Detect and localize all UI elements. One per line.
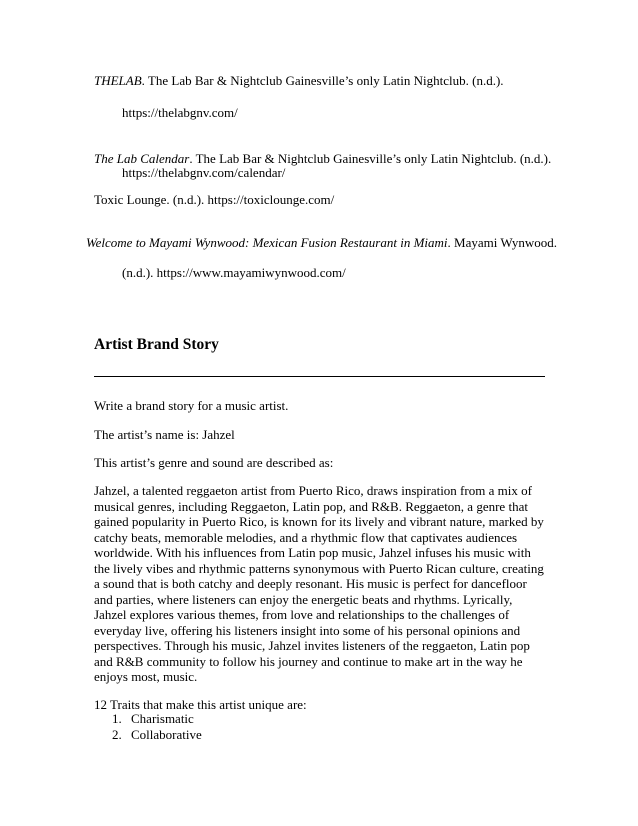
reference-4 [86,235,557,251]
artist-description: Jahzel, a talented reggaeton artist from Puerto Rico, draws inspiration from a mix of musical genres, including Reggaeton, Latin pop, and R&B. Reggaeton, a genre that gained popularity in Puerto Rico, is known for its lively and vibrant nature, marked by catchy beats, memorable melodies, and a rhythmic flow that captivates audiences worldwide. With his influences from Latin pop music, Jahzel infuses his music with the lively vibes and rhythmic patterns synonymous with Puerto Rican culture, creating a sound that is both catchy and deeply resonant. His music is perfect for dancefloor and parties, where listeners can enjoy the energetic beats and rhythms. Lyrically, Jahzel explores various themes, from love and relationships to the challenges of everyday live, offering his listeners insight into some of his personal opinions and perspectives. Through his music, Jahzel invites listeners of the reggaeton, Latin pop and R&B community to follow his journey and continue to make art in the way he enjoys most, music. [94,483,544,684]
reference-3: Toxic Lounge. (n.d.). https://toxiclounge.com/ [94,192,335,207]
genre-line: This artist’s genre and sound are described as: [94,455,334,470]
reference-2-url[interactable]: https://thelabgnv.com/calendar/ [122,165,286,180]
prompt-text: Write a brand story for a music artist. [94,398,289,413]
traits-intro: 12 Traits that make this artist unique are: [94,697,307,712]
reference-1-url[interactable]: https://thelabgnv.com/ [122,105,238,120]
section-heading: Artist Brand Story [94,336,219,353]
reference-1-title: THELAB [94,73,142,88]
reference-4-details: . Mayami Wynwood. [447,235,557,250]
list-item-label: Charismatic [131,711,194,726]
reference-4-continuation: (n.d.). https://www.mayamiwynwood.com/ [122,265,346,280]
list-item [112,711,202,727]
reference-2-details: . The Lab Bar & Nightclub Gainesville’s only Latin Nightclub. (n.d.). [189,151,552,166]
list-item-number: 2. [112,727,122,742]
reference-2-title: The Lab Calendar [94,151,190,166]
reference-1 [94,73,504,89]
reference-4-title: Welcome to Mayami Wynwood: Mexican Fusion Restaurant in Miami [86,235,448,250]
list-item [112,727,202,743]
horizontal-rule [94,376,545,377]
reference-1-details: . The Lab Bar & Nightclub Gainesville’s only Latin Nightclub. (n.d.). [141,73,504,88]
list-item-number: 1. [112,711,122,726]
list-item-label: Collaborative [131,727,202,742]
traits-list [112,711,202,743]
artist-name-line: The artist’s name is: Jahzel [94,427,235,442]
